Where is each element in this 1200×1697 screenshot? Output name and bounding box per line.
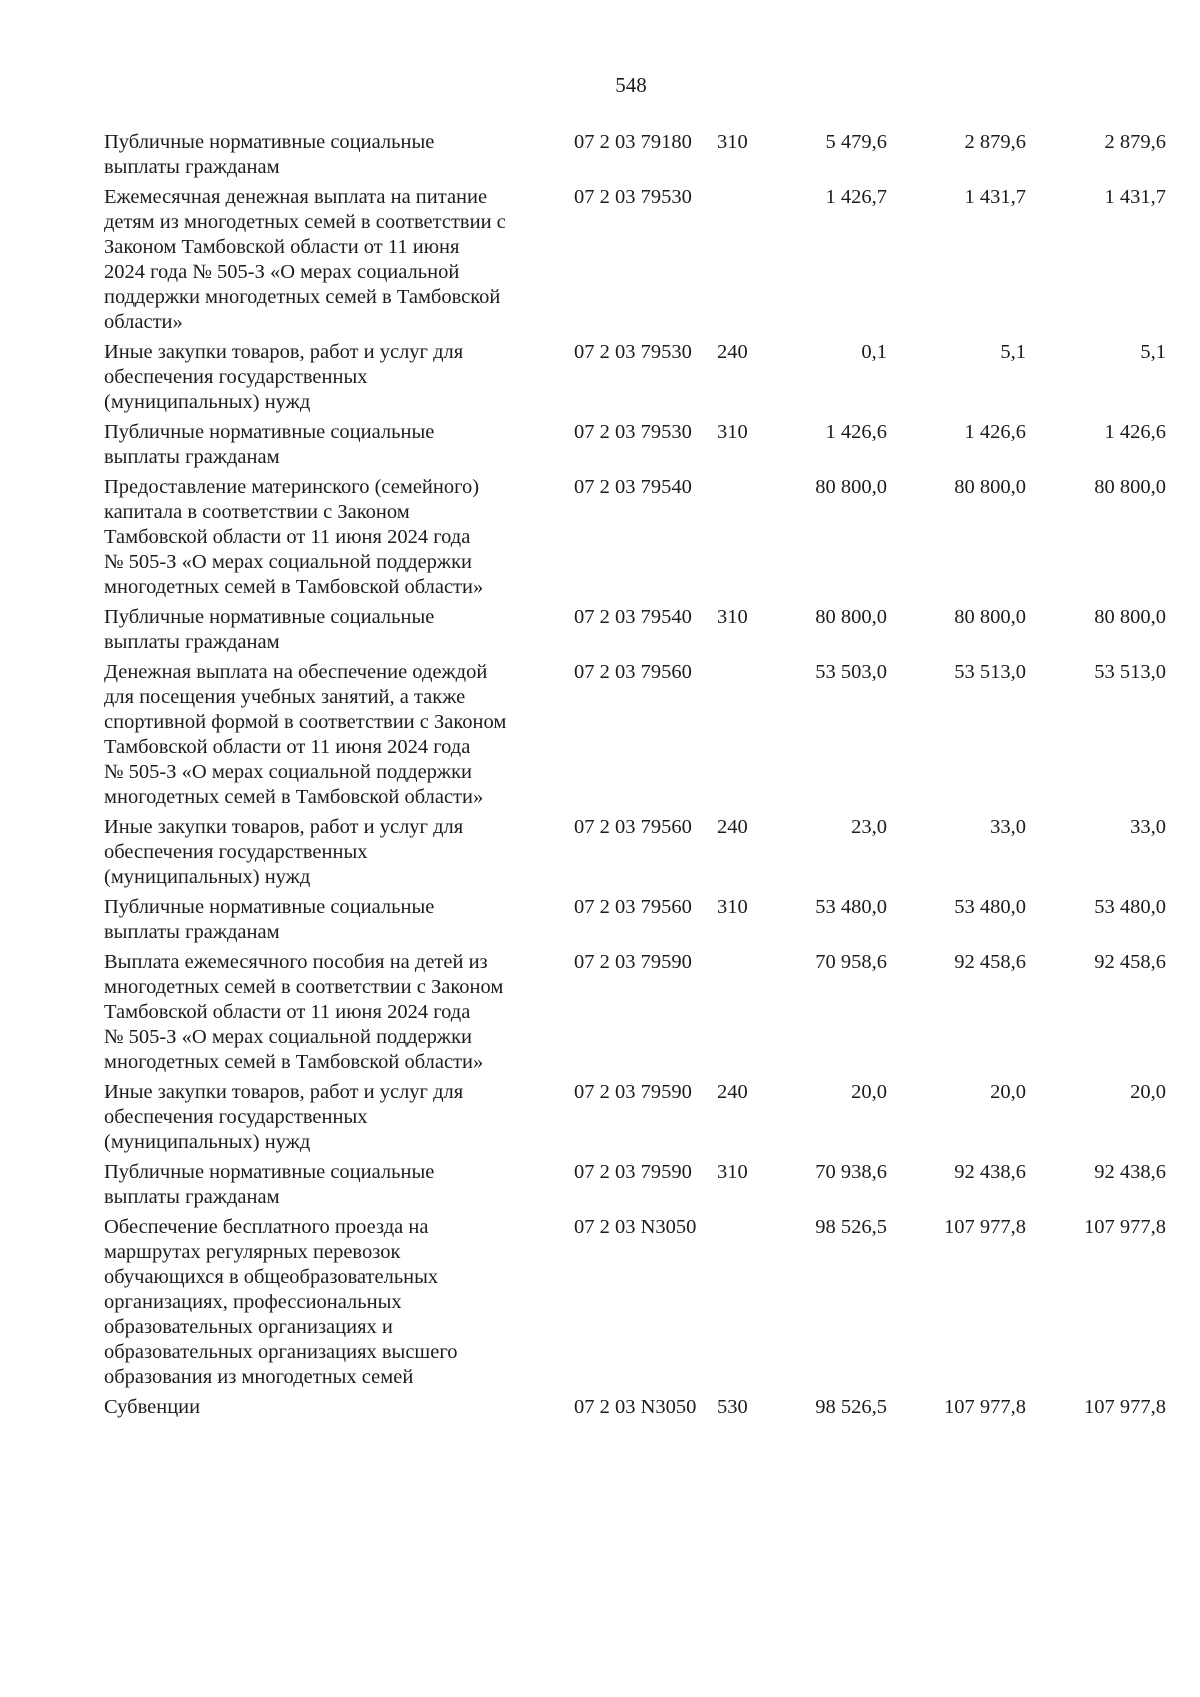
target-article-code: 07 2 03 N3050 [574,1216,697,1238]
amount-year-3: 5,1 [1140,341,1166,363]
target-article-code: 07 2 03 79540 [574,476,692,498]
table-row [104,1215,1176,1390]
target-article-code: 07 2 03 79560 [574,661,692,683]
amount-year-1: 5 479,6 [825,131,887,153]
table-row [104,130,1176,180]
row-name [104,475,574,600]
row-name-line: Публичные нормативные социальные [104,896,435,918]
amount-year-3: 92 438,6 [1094,1161,1166,1183]
amount-year-1: 98 526,5 [815,1396,887,1418]
row-name-line: области» [104,311,183,333]
table-row [104,340,1176,415]
row-name-line: Ежемесячная денежная выплата на питание [104,186,488,208]
amount-year-1: 53 480,0 [815,896,887,918]
amount-year-3: 80 800,0 [1094,476,1166,498]
amount-year-2: 20,0 [990,1081,1026,1103]
amount-year-1: 1 426,6 [825,421,887,443]
row-name-line: образовательных организациях высшего [104,1341,458,1363]
page-number: 548 [615,73,647,97]
row-name-line: Денежная выплата на обеспечение одеждой [104,661,488,683]
amount-year-3: 53 513,0 [1094,661,1166,683]
amount-year-3: 1 431,7 [1104,186,1166,208]
row-name [104,660,574,810]
row-name-line: Тамбовской области от 11 июня 2024 года [104,1001,471,1023]
row-name-line: обучающихся в общеобразовательных [104,1266,439,1288]
row-name-line: Иные закупки товаров, работ и услуг для [104,1081,464,1103]
row-name [104,1215,574,1390]
row-name-line: многодетных семей в Тамбовской области» [104,576,484,598]
row-name-line: капитала в соответствии с Законом [104,501,410,523]
row-name-line: № 505-З «О мерах социальной поддержки [104,1026,473,1048]
row-name-line: обеспечения государственных [104,366,368,388]
amount-year-3: 80 800,0 [1094,606,1166,628]
expense-type-code: 240 [717,816,748,838]
amount-year-1: 23,0 [851,816,887,838]
expense-type-code: 310 [717,1161,748,1183]
row-name-line: (муниципальных) нужд [104,866,311,888]
row-name-line: обеспечения государственных [104,1106,368,1128]
amount-year-2: 92 458,6 [954,951,1026,973]
row-name-line: маршрутах регулярных перевозок [104,1241,401,1263]
amount-year-1: 80 800,0 [815,606,887,628]
amount-year-1: 70 938,6 [815,1161,887,1183]
row-name-line: многодетных семей в соответствии с Законом [104,976,504,998]
amount-year-2: 1 426,6 [964,421,1026,443]
row-name-line: спортивной формой в соответствии с Законом [104,711,507,733]
row-name-line: выплаты гражданам [104,446,280,468]
amount-year-2: 53 513,0 [954,661,1026,683]
row-name-line: (муниципальных) нужд [104,1131,311,1153]
table-row [104,1395,1176,1420]
target-article-code: 07 2 03 79180 [574,131,692,153]
row-name-line: Публичные нормативные социальные [104,1161,435,1183]
table-row [104,475,1176,600]
expense-type-code: 240 [717,341,748,363]
target-article-code: 07 2 03 79590 [574,1161,692,1183]
amount-year-2: 33,0 [990,816,1026,838]
amount-year-2: 80 800,0 [954,476,1026,498]
row-name [104,1080,574,1155]
amount-year-3: 107 977,8 [1084,1216,1166,1238]
row-name [104,895,574,945]
row-name-line: обеспечения государственных [104,841,368,863]
row-name-line: (муниципальных) нужд [104,391,311,413]
row-name [104,185,574,335]
table-row [104,815,1176,890]
row-name-line: Законом Тамбовской области от 11 июня [104,236,460,258]
table-row [104,1160,1176,1210]
target-article-code: 07 2 03 79590 [574,1081,692,1103]
row-name-line: Иные закупки товаров, работ и услуг для [104,816,464,838]
expense-type-code: 310 [717,131,748,153]
row-name-line: № 505-З «О мерах социальной поддержки [104,761,473,783]
table-row [104,420,1176,470]
amount-year-2: 92 438,6 [954,1161,1026,1183]
row-name-line: 2024 года № 505-З «О мерах социальной [104,261,460,283]
target-article-code: 07 2 03 79540 [574,606,692,628]
expense-type-code: 310 [717,606,748,628]
row-name-line: Тамбовской области от 11 июня 2024 года [104,736,471,758]
amount-year-1: 20,0 [851,1081,887,1103]
row-name [104,1160,574,1210]
amount-year-2: 107 977,8 [944,1396,1026,1418]
amount-year-1: 53 503,0 [815,661,887,683]
table-row [104,1080,1176,1155]
target-article-code: 07 2 03 79590 [574,951,692,973]
row-name-line: Субвенции [104,1396,201,1418]
amount-year-1: 70 958,6 [815,951,887,973]
amount-year-3: 2 879,6 [1104,131,1166,153]
row-name-line: многодетных семей в Тамбовской области» [104,1051,484,1073]
table-row [104,605,1176,655]
amount-year-2: 5,1 [1000,341,1026,363]
row-name-line: выплаты гражданам [104,631,280,653]
amount-year-3: 53 480,0 [1094,896,1166,918]
row-name-line: Тамбовской области от 11 июня 2024 года [104,526,471,548]
row-name-line: Иные закупки товаров, работ и услуг для [104,341,464,363]
row-name-line: Публичные нормативные социальные [104,606,435,628]
target-article-code: 07 2 03 79560 [574,816,692,838]
amount-year-3: 92 458,6 [1094,951,1166,973]
target-article-code: 07 2 03 79530 [574,341,692,363]
amount-year-1: 1 426,7 [825,186,887,208]
row-name-line: Выплата ежемесячного пособия на детей из [104,951,488,973]
row-name-line: выплаты гражданам [104,921,280,943]
row-name-line: выплаты гражданам [104,1186,280,1208]
expense-type-code: 530 [717,1396,748,1418]
amount-year-1: 0,1 [861,341,887,363]
table-row [104,185,1176,335]
amount-year-2: 53 480,0 [954,896,1026,918]
row-name-line: Обеспечение бесплатного проезда на [104,1216,429,1238]
target-article-code: 07 2 03 79530 [574,421,692,443]
amount-year-3: 107 977,8 [1084,1396,1166,1418]
table-row [104,660,1176,810]
row-name [104,130,574,180]
row-name-line: Публичные нормативные социальные [104,421,435,443]
amount-year-2: 2 879,6 [964,131,1026,153]
target-article-code: 07 2 03 79560 [574,896,692,918]
row-name [104,1395,574,1420]
amount-year-2: 1 431,7 [964,186,1026,208]
row-name-line: образования из многодетных семей [104,1366,414,1388]
expense-type-code: 310 [717,896,748,918]
expense-type-code: 240 [717,1081,748,1103]
row-name-line: Публичные нормативные социальные [104,131,435,153]
budget-table [104,130,1176,1425]
row-name-line: Предоставление материнского (семейного) [104,476,480,498]
row-name-line: поддержки многодетных семей в Тамбовской [104,286,501,308]
row-name-line: для посещения учебных занятий, а также [104,686,466,708]
amount-year-3: 20,0 [1130,1081,1166,1103]
amount-year-3: 33,0 [1130,816,1166,838]
row-name [104,815,574,890]
row-name-line: многодетных семей в Тамбовской области» [104,786,484,808]
row-name [104,420,574,470]
row-name [104,605,574,655]
table-row [104,895,1176,945]
row-name-line: организациях, профессиональных [104,1291,402,1313]
row-name-line: № 505-З «О мерах социальной поддержки [104,551,473,573]
row-name-line: образовательных организациях и [104,1316,393,1338]
row-name [104,340,574,415]
table-row [104,950,1176,1075]
row-name-line: выплаты гражданам [104,156,280,178]
amount-year-1: 80 800,0 [815,476,887,498]
amount-year-1: 98 526,5 [815,1216,887,1238]
row-name-line: детям из многодетных семей в соответствии с [104,211,506,233]
target-article-code: 07 2 03 79530 [574,186,692,208]
expense-type-code: 310 [717,421,748,443]
amount-year-2: 107 977,8 [944,1216,1026,1238]
target-article-code: 07 2 03 N3050 [574,1396,697,1418]
amount-year-2: 80 800,0 [954,606,1026,628]
amount-year-3: 1 426,6 [1104,421,1166,443]
row-name [104,950,574,1075]
